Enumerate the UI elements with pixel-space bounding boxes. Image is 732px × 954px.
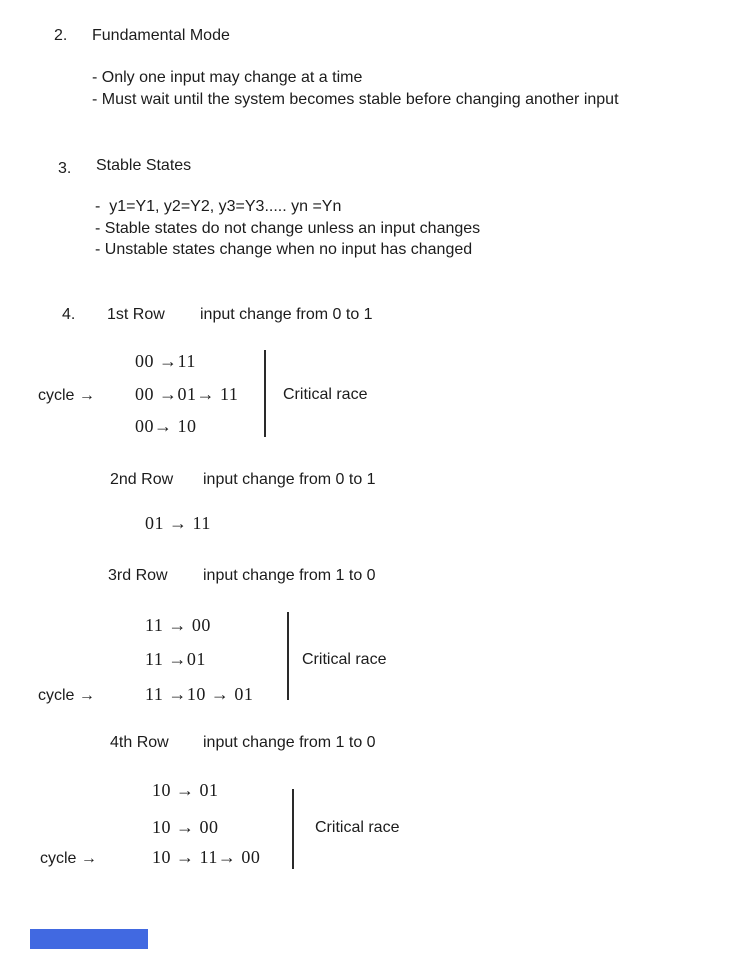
section-2-number: 2. [54,27,68,44]
critical-race-label: Critical race [283,386,368,403]
transition-line: 00 →11 [135,351,196,371]
cycle-arrow-label: cycle → [40,850,97,867]
bullet-line: - Unstable states change when no input has changed [95,241,473,258]
bottom-accent-bar [30,929,148,949]
cycle-arrow-label: cycle → [38,687,95,704]
transition-line: 10 → 01 [152,780,219,800]
bullet-line: - y1=Y1, y2=Y2, y3=Y3..... yn =Yn [95,198,342,215]
bullet-line: - Must wait until the system becomes stable before changing another input [92,91,619,108]
row-3-label: 3rd Row [108,567,168,584]
critical-race-label: Critical race [302,651,387,668]
transition-line: 01 → 11 [145,513,211,533]
bullet-line: - Only one input may change at a time [92,69,363,86]
section-3-title: Stable States [96,157,192,174]
transition-line: 00 →01→ 11 [135,384,239,404]
race-divider-bar [292,789,294,869]
race-divider-bar [287,612,289,700]
section-2-title: Fundamental Mode [92,27,230,44]
cycle-arrow-label: cycle → [38,387,95,404]
section-3-number: 3. [58,160,72,177]
transition-line: 10 → 00 [152,817,219,837]
row-4-label: 4th Row [110,734,169,751]
section-4-number: 4. [62,306,76,323]
bullet-line: - Stable states do not change unless an input changes [95,220,481,237]
race-divider-bar [264,350,266,437]
row-1-label: 1st Row [107,306,165,323]
row-3-desc: input change from 1 to 0 [203,567,376,584]
transition-line: 11 → 00 [145,615,211,635]
row-2-desc: input change from 0 to 1 [203,471,376,488]
transition-line: 10 → 11→ 00 [152,847,261,867]
transition-line: 11 →10 → 01 [145,684,254,704]
critical-race-label: Critical race [315,819,400,836]
row-4-desc: input change from 1 to 0 [203,734,376,751]
transition-line: 00→ 10 [135,416,197,436]
transition-line: 11 →01 [145,649,206,669]
row-1-desc: input change from 0 to 1 [200,306,373,323]
row-2-label: 2nd Row [110,471,174,488]
